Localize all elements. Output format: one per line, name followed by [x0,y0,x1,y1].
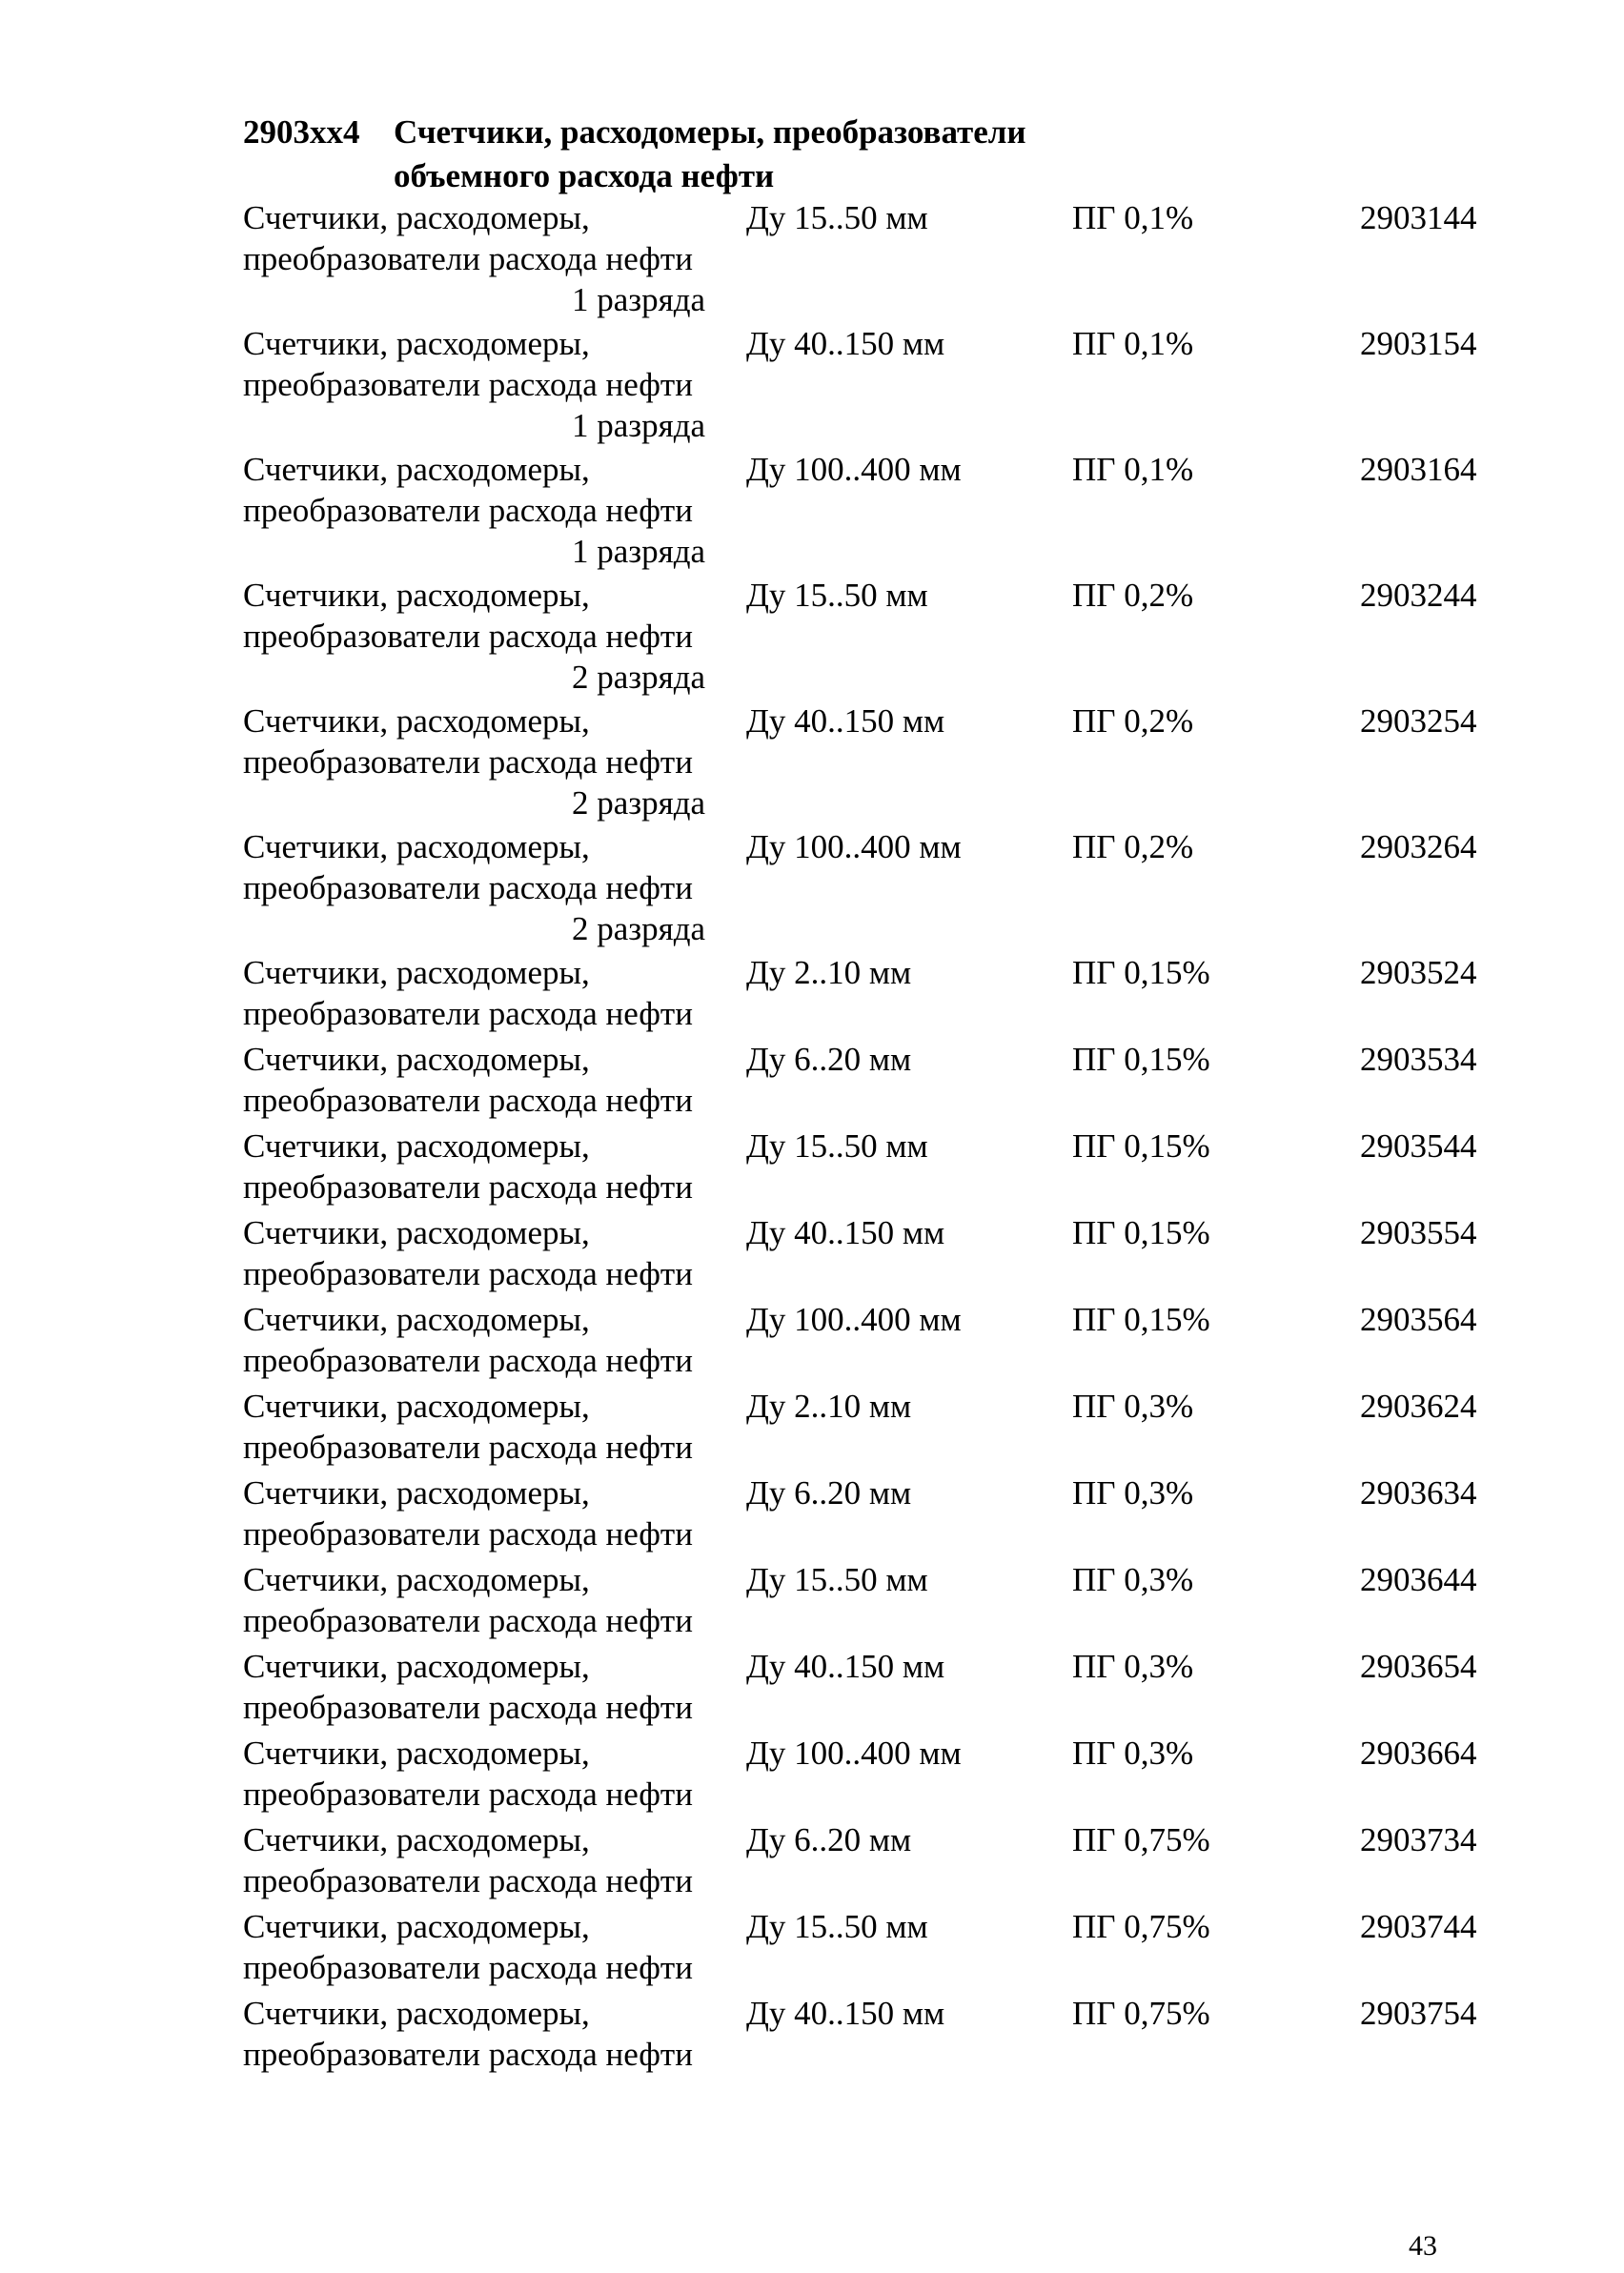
entry-code: 2903744 [1360,1908,1477,1945]
entry-code: 2903164 [1360,451,1477,488]
entry-diameter: Ду 40..150 мм [746,702,945,740]
entry-line-1: Счетчики, расходомеры, [243,828,590,865]
list-item [243,1299,1482,1386]
entry-description [243,323,746,446]
section-title: Счетчики, расходомеры, преобразователи [394,113,1026,151]
entry-code: 2903254 [1360,702,1477,740]
entry-accuracy: ПГ 0,1% [1072,199,1194,236]
entry-accuracy: ПГ 0,75% [1072,1995,1210,2032]
entry-line-2: преобразователи расхода нефти [243,1429,693,1466]
entry-line-2: преобразователи расхода нефти [243,1949,693,1986]
entry-diameter: Ду 40..150 мм [746,1648,945,1685]
entry-diameter: Ду 100..400 мм [746,1735,962,1772]
entry-description [243,1299,746,1381]
entry-line-1: Счетчики, расходомеры, [243,451,590,488]
list-item [243,1212,1482,1299]
entry-accuracy: ПГ 0,3% [1072,1388,1194,1425]
entry-code: 2903664 [1360,1735,1477,1772]
entry-description [243,826,746,949]
entry-rank: 2 разряда [572,784,706,822]
entry-line-1: Счетчики, расходомеры, [243,1474,590,1512]
entry-description [243,1906,746,1988]
entry-line-1: Счетчики, расходомеры, [243,577,590,614]
entry-accuracy: ПГ 0,1% [1072,451,1194,488]
section-code: 2903хх4 [243,113,360,151]
entry-diameter: Ду 6..20 мм [746,1041,912,1078]
entry-line-1: Счетчики, расходомеры, [243,1995,590,2032]
entry-line-1: Счетчики, расходомеры, [243,325,590,362]
list-item [243,1472,1482,1559]
entry-diameter: Ду 15..50 мм [746,577,928,614]
entry-code: 2903244 [1360,577,1477,614]
entry-line-1: Счетчики, расходомеры, [243,702,590,740]
entry-description [243,1126,746,1208]
entry-line-2: преобразователи расхода нефти [243,2036,693,2073]
entry-diameter: Ду 15..50 мм [746,199,928,236]
entry-accuracy: ПГ 0,15% [1072,1301,1210,1338]
entry-code: 2903544 [1360,1127,1477,1165]
entry-accuracy: ПГ 0,15% [1072,1127,1210,1165]
entry-line-2: преобразователи расхода нефти [243,1255,693,1292]
entry-code: 2903734 [1360,1821,1477,1858]
entry-line-1: Счетчики, расходомеры, [243,1388,590,1425]
entry-diameter: Ду 15..50 мм [746,1561,928,1598]
entry-accuracy: ПГ 0,15% [1072,1041,1210,1078]
entry-line-2: преобразователи расхода нефти [243,1602,693,1639]
entry-accuracy: ПГ 0,15% [1072,954,1210,991]
entry-line-1: Счетчики, расходомеры, [243,199,590,236]
list-item [243,1819,1482,1906]
entry-code: 2903644 [1360,1561,1477,1598]
entry-line-1: Счетчики, расходомеры, [243,1561,590,1598]
entry-line-2: преобразователи расхода нефти [243,492,693,529]
entry-line-2: преобразователи расхода нефти [243,869,693,906]
entry-line-2: преобразователи расхода нефти [243,240,693,277]
entry-code: 2903634 [1360,1474,1477,1512]
entry-line-2: преобразователи расхода нефти [243,1082,693,1119]
entry-accuracy: ПГ 0,15% [1072,1214,1210,1251]
entry-line-2: преобразователи расхода нефти [243,743,693,781]
entry-line-1: Счетчики, расходомеры, [243,954,590,991]
entry-line-2: преобразователи расхода нефти [243,1515,693,1553]
heading-line-1 [243,111,1026,154]
entry-code: 2903534 [1360,1041,1477,1078]
list-item [243,826,1482,952]
entry-accuracy: ПГ 0,3% [1072,1474,1194,1512]
entry-line-2: преобразователи расхода нефти [243,1342,693,1379]
entry-description [243,700,746,823]
entry-diameter: Ду 6..20 мм [746,1474,912,1512]
entry-description [243,952,746,1034]
section-heading [243,111,1026,198]
entry-line-1: Счетчики, расходомеры, [243,1041,590,1078]
entry-accuracy: ПГ 0,2% [1072,702,1194,740]
entry-rank: 2 разряда [572,910,706,947]
entry-description [243,449,746,572]
entry-diameter: Ду 100..400 мм [746,451,962,488]
list-item [243,700,1482,826]
entry-line-1: Счетчики, расходомеры, [243,1301,590,1338]
entry-line-1: Счетчики, расходомеры, [243,1908,590,1945]
entry-code: 2903754 [1360,1995,1477,2032]
entry-accuracy: ПГ 0,1% [1072,325,1194,362]
entry-description [243,197,746,320]
entry-accuracy: ПГ 0,3% [1072,1561,1194,1598]
entry-code: 2903564 [1360,1301,1477,1338]
entry-accuracy: ПГ 0,75% [1072,1821,1210,1858]
list-item [243,323,1482,449]
entry-rank: 1 разряда [572,407,706,444]
list-item [243,1993,1482,2080]
list-item [243,1386,1482,1472]
entry-line-2: преобразователи расхода нефти [243,1689,693,1726]
entry-description [243,1993,746,2075]
entry-description [243,1386,746,1468]
entry-description [243,1733,746,1815]
entry-description [243,1039,746,1121]
entry-line-1: Счетчики, расходомеры, [243,1735,590,1772]
entry-description [243,575,746,698]
entry-diameter: Ду 100..400 мм [746,1301,962,1338]
entry-accuracy: ПГ 0,3% [1072,1648,1194,1685]
list-item [243,952,1482,1039]
page-number: 43 [1409,2230,1437,2262]
entry-description [243,1212,746,1294]
list-item [243,1646,1482,1733]
entry-description [243,1559,746,1641]
entry-diameter: Ду 2..10 мм [746,1388,912,1425]
list-item [243,1559,1482,1646]
entry-rank: 2 разряда [572,659,706,696]
entry-line-1: Счетчики, расходомеры, [243,1214,590,1251]
entry-code: 2903144 [1360,199,1477,236]
entry-diameter: Ду 6..20 мм [746,1821,912,1858]
list-item [243,1906,1482,1993]
entries-list [243,197,1482,2080]
entry-line-2: преобразователи расхода нефти [243,1168,693,1206]
entry-diameter: Ду 40..150 мм [746,1214,945,1251]
entry-line-2: преобразователи расхода нефти [243,1776,693,1813]
list-item [243,449,1482,575]
entry-code: 2903624 [1360,1388,1477,1425]
list-item [243,1039,1482,1126]
entry-code: 2903154 [1360,325,1477,362]
entry-diameter: Ду 100..400 мм [746,828,962,865]
entry-diameter: Ду 2..10 мм [746,954,912,991]
list-item [243,1733,1482,1819]
entry-code: 2903654 [1360,1648,1477,1685]
entry-accuracy: ПГ 0,2% [1072,828,1194,865]
list-item [243,1126,1482,1212]
entry-description [243,1819,746,1901]
entry-accuracy: ПГ 0,3% [1072,1735,1194,1772]
entry-line-1: Счетчики, расходомеры, [243,1821,590,1858]
entry-description [243,1472,746,1554]
entry-line-2: преобразователи расхода нефти [243,618,693,655]
entry-rank: 1 разряда [572,533,706,570]
entry-description [243,1646,746,1728]
entry-code: 2903264 [1360,828,1477,865]
entry-diameter: Ду 40..150 мм [746,1995,945,2032]
entry-line-2: преобразователи расхода нефти [243,1862,693,1899]
entry-line-1: Счетчики, расходомеры, [243,1648,590,1685]
entry-diameter: Ду 15..50 мм [746,1127,928,1165]
entry-line-2: преобразователи расхода нефти [243,366,693,403]
entry-line-1: Счетчики, расходомеры, [243,1127,590,1165]
list-item [243,575,1482,700]
entry-diameter: Ду 40..150 мм [746,325,945,362]
entry-diameter: Ду 15..50 мм [746,1908,928,1945]
list-item [243,197,1482,323]
entry-accuracy: ПГ 0,2% [1072,577,1194,614]
entry-accuracy: ПГ 0,75% [1072,1908,1210,1945]
section-title-continued: объемного расхода нефти [394,157,775,194]
entry-code: 2903554 [1360,1214,1477,1251]
entry-rank: 1 разряда [572,281,706,318]
entry-code: 2903524 [1360,954,1477,991]
entry-line-2: преобразователи расхода нефти [243,995,693,1032]
